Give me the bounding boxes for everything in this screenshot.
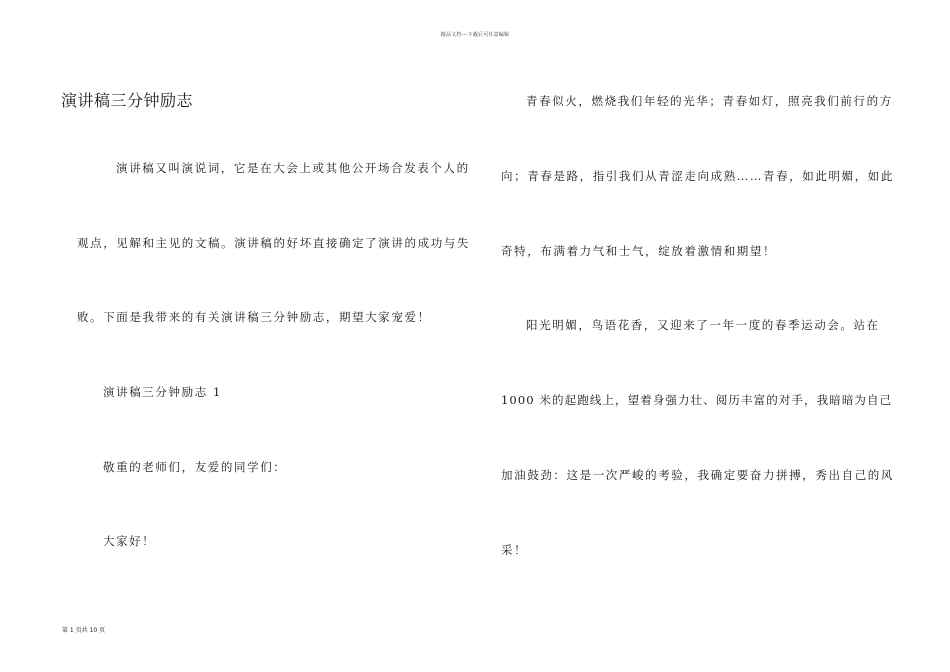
greeting-line: 大家好！	[103, 534, 156, 548]
paragraph-line: 加油鼓劲：这是一次严峻的考验，我确定要奋力拼搏，秀出自己的风	[501, 468, 894, 482]
paragraph-line: 奇特，布满着力气和士气，绽放着激情和期望！	[501, 244, 777, 258]
paragraph-line: 演讲稿又叫演说词，它是在大会上或其他公开场合发表个人的	[116, 161, 470, 175]
page-number: 第 1 页共 10 页	[62, 627, 106, 634]
paragraph-line: 观点，见解和主见的文稿。演讲稿的好坏直接确定了演讲的成功与失	[77, 236, 470, 250]
document-title: 演讲稿三分钟励志	[61, 91, 194, 110]
paragraph-line: 败。下面是我带来的有关演讲稿三分钟励志，期望大家宠爱！	[77, 310, 431, 324]
salutation-line: 敬重的老师们，友爱的同学们：	[103, 460, 287, 474]
section-heading: 演讲稿三分钟励志 1	[103, 385, 222, 399]
paragraph-line: 采！	[501, 543, 528, 557]
header-note: 精品文档---下载后可任意编辑	[440, 32, 510, 38]
paragraph-line: 1000 米的起跑线上，望着身强力壮、阅历丰富的对手，我暗暗为自己	[501, 393, 893, 407]
paragraph-line: 向；青春是路，指引我们从青涩走向成熟……青春，如此明媚，如此	[501, 169, 894, 183]
paragraph-line: 阳光明媚，鸟语花香，又迎来了一年一度的春季运动会。站在	[526, 318, 880, 332]
paragraph-line: 青春似火，燃烧我们年轻的光华；青春如灯，照亮我们前行的方	[526, 94, 893, 108]
